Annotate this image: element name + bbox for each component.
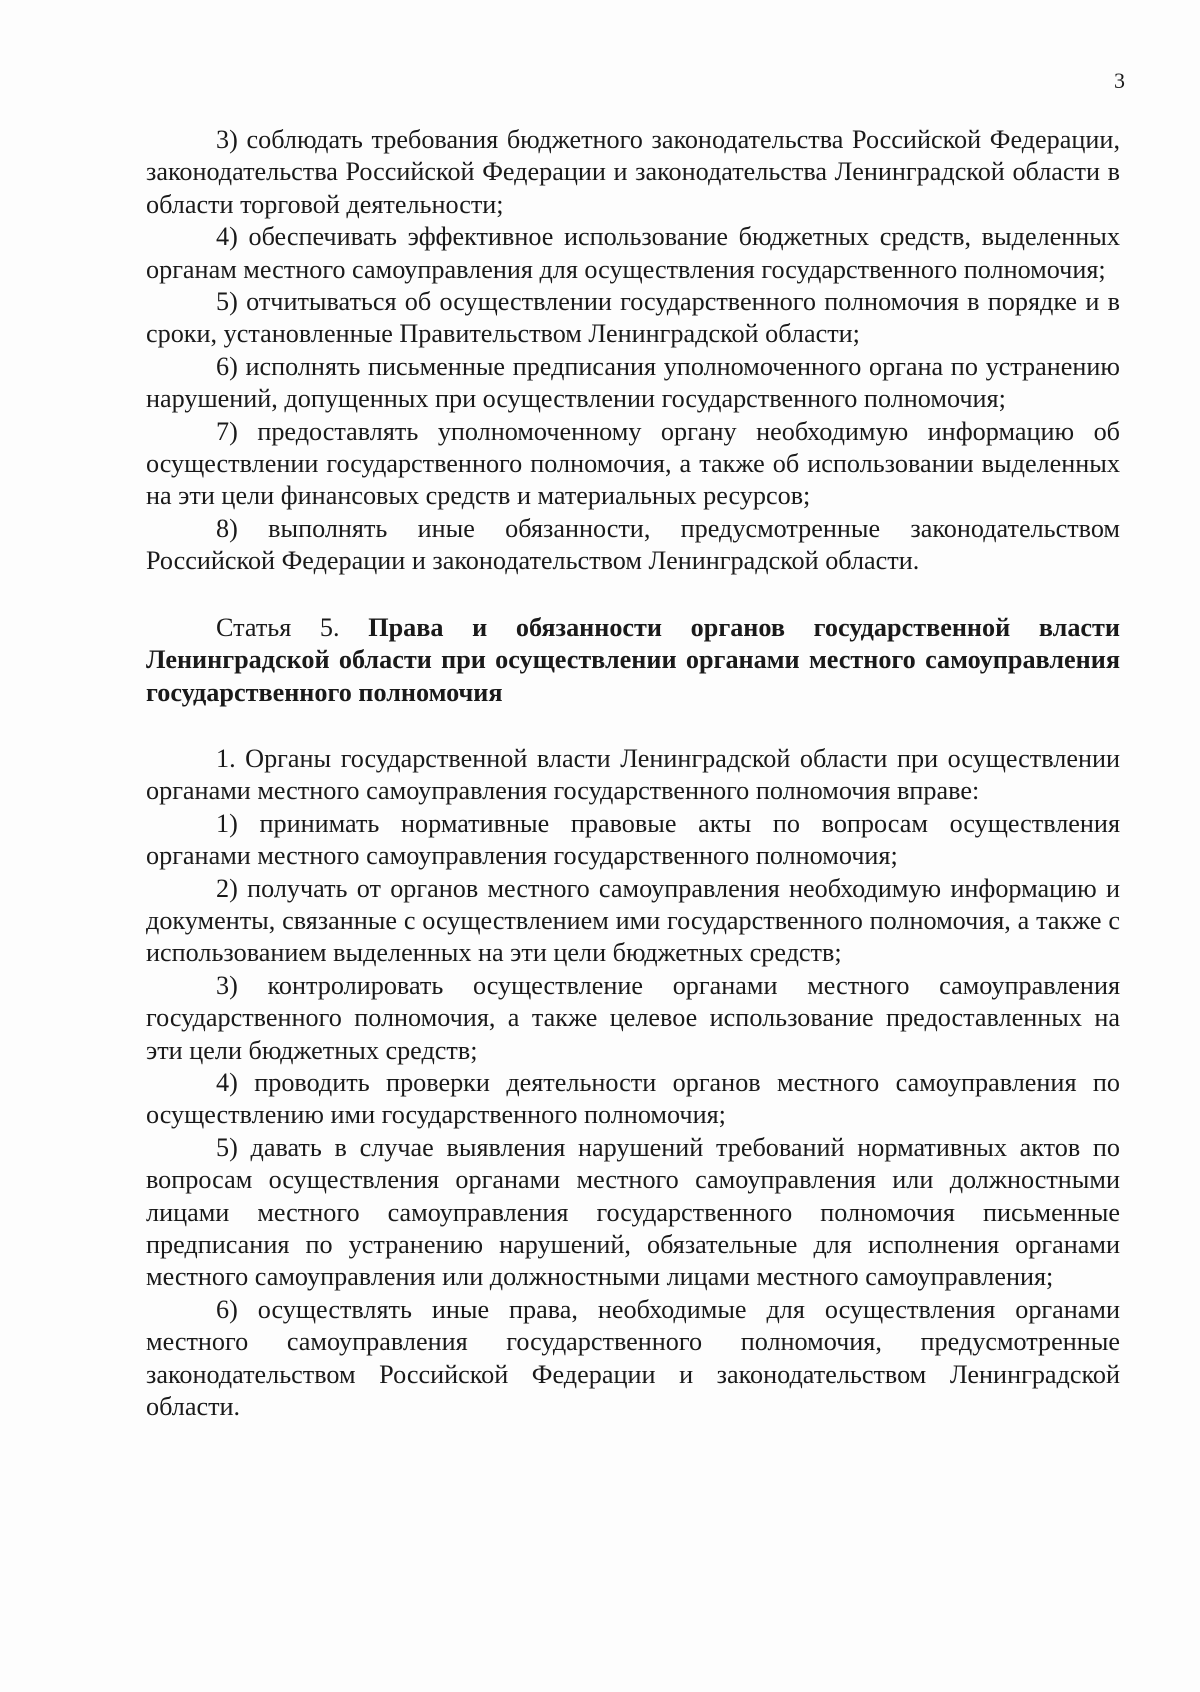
article-title: Права и обязанности органов государственной власти Ленинградской области при осуществлении органами местного самоуправления государственного полномочия xyxy=(146,612,1120,707)
paragraph-item-3: 3) соблюдать требования бюджетного законодательства Российской Федерации, законодательства Российской Федерации и законодательства Ленинградской области в области торговой деятельности; xyxy=(146,125,1120,219)
article-prefix: Статья 5. xyxy=(216,612,369,642)
paragraph-item-4: 4) обеспечивать эффективное использование бюджетных средств, выделенных органам местного самоуправления для осуществления государственного полномочия; xyxy=(146,222,1120,284)
paragraph-clause-1: 1. Органы государственной власти Ленинградской области при осуществлении органами местного самоуправления государственного полномочия вправе: xyxy=(146,743,1120,806)
paragraph-subitem-1: 1) принимать нормативные правовые акты по вопросам осуществления органами местного самоуправления государственного полномочия; xyxy=(146,808,1120,871)
paragraph-subitem-5: 5) давать в случае выявления нарушений требований нормативных актов по вопросам осуществления органами местного самоуправления или должностными лицами местного самоуправления государственного полномочия письменные предписания по устранению нарушений, обязательные для исполнения органами местного самоуправления или должностными лицами местного самоуправления; xyxy=(146,1132,1120,1292)
section-gap xyxy=(146,709,1120,743)
paragraph-subitem-3: 3) контролировать осуществление органами местного самоуправления государственного полномочия, а также целевое использование предоставленных на эти цели бюджетных средств; xyxy=(146,970,1120,1065)
paragraph-item-7: 7) предоставлять уполномоченному органу необходимую информацию об осуществлении государственного полномочия, а также об использовании выделенных на эти цели финансовых средств и материальных ресурсов; xyxy=(146,416,1120,511)
document-body xyxy=(146,124,1120,1423)
paragraph-subitem-2: 2) получать от органов местного самоуправления необходимую информацию и документы, связанные с осуществлением ими государственного полномочия, а также с использованием выделенных на эти цели бюджетных средств; xyxy=(146,873,1120,968)
paragraph-subitem-6: 6) осуществлять иные права, необходимые для осуществления органами местного самоуправления государственного полномочия, предусмотренные законодательством Российской Федерации и законодательством Ленинградской области. xyxy=(146,1294,1120,1422)
paragraph-item-8: 8) выполнять иные обязанности, предусмотренные законодательством Российской Федерации и законодательством Ленинградской области. xyxy=(146,513,1120,576)
page-number: 3 xyxy=(1114,68,1125,93)
article-heading xyxy=(146,612,1120,709)
paragraph-item-5: 5) отчитываться об осуществлении государственного полномочия в порядке и в сроки, установленные Правительством Ленинградской области; xyxy=(146,287,1120,349)
paragraph-item-6: 6) исполнять письменные предписания уполномоченного органа по устранению нарушений, допущенных при осуществлении государственного полномочия; xyxy=(146,351,1120,414)
paragraph-subitem-4: 4) проводить проверки деятельности органов местного самоуправления по осуществлению ими государственного полномочия; xyxy=(146,1067,1120,1130)
